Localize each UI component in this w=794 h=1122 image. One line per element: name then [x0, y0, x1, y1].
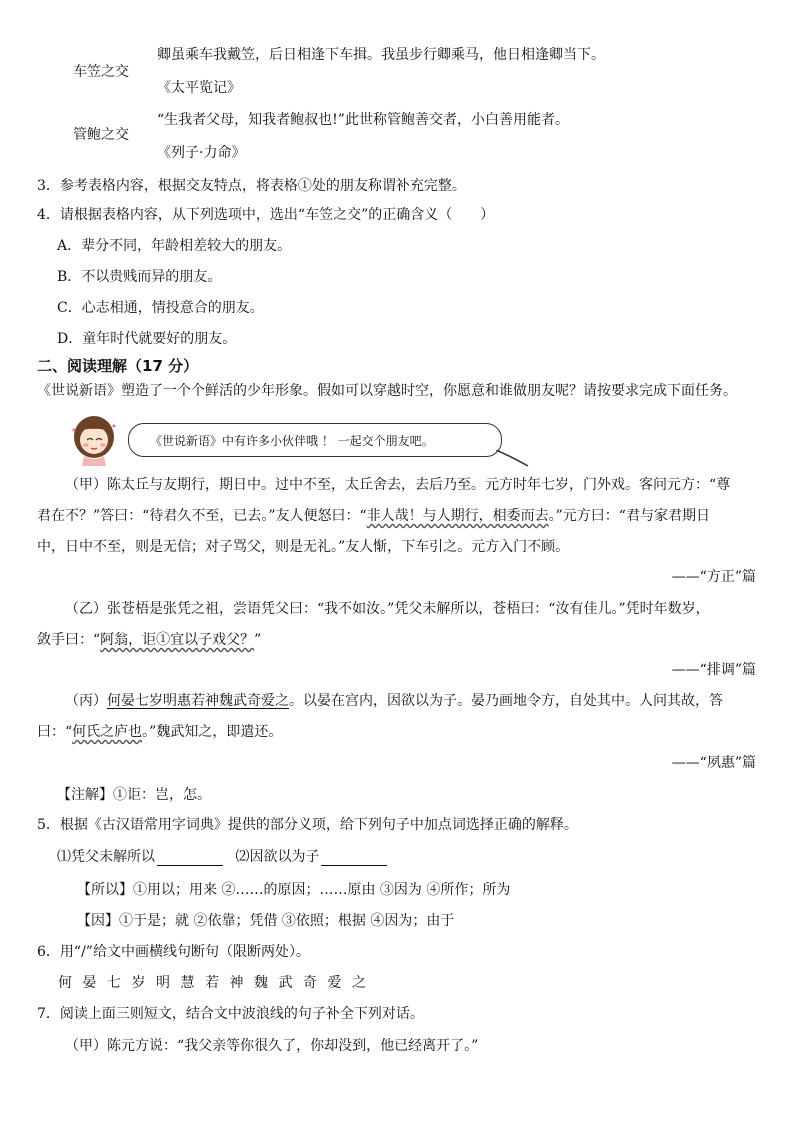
definition-suoyi: 【所以】①用以；用来 ②……的原因；……原由 ③因为 ④所作；所为 [77, 882, 511, 898]
question-5-item1: ⑴凭父未解所以 [57, 849, 155, 865]
char: 魏 [254, 975, 268, 991]
char: 爱 [327, 975, 342, 991]
passage-yi-text: 敛手曰：“ [37, 632, 101, 648]
table-row2-name: 管鲍之交 [73, 127, 129, 143]
question-3: 3．参考表格内容，根据交友特点，将表格①处的朋友称谓补充完整。 [37, 178, 466, 194]
girl-avatar-icon [66, 410, 122, 466]
char: 神 [229, 975, 244, 991]
char: 慧 [180, 975, 195, 991]
passage-bing-text: 。以晏在宫内，因欲以为子。晏乃画地令方，自处其中。人问其故，答 [289, 693, 723, 709]
wavy-sentence-jia: 非人哉！与人期行，相委而去 [366, 508, 549, 524]
section-2-title: 二、阅读理解（17 分） [37, 357, 199, 375]
char: 武 [278, 975, 293, 991]
passage-jia-source: ——“方正”篇 [671, 569, 756, 585]
passage-bing-text: 。”魏武知之，即遣还。 [142, 724, 283, 740]
passage-yi-source: ——“排调”篇 [671, 662, 756, 678]
char: 明 [156, 975, 170, 991]
passage-bing-source: ——“夙惠”篇 [671, 755, 756, 771]
table-row2-quote: “生我者父母，知我者鲍叔也!”此世称管鲍善交者，小白善用能者。 [157, 112, 569, 128]
question-4-option-d[interactable]: D．童年时代就要好的朋友。 [57, 331, 237, 347]
char: 晏 [82, 975, 97, 991]
speech-bubble-tail [496, 450, 530, 468]
question-5-items [57, 849, 387, 866]
sentence-char-row[interactable] [58, 975, 377, 992]
char: 之 [352, 975, 366, 991]
answer-blank-2[interactable] [321, 851, 387, 866]
passage-bing-text: 曰：“ [37, 724, 73, 740]
passage-bing-line2 [37, 724, 282, 741]
wavy-sentence-bing: 何氏之庐也 [72, 724, 143, 740]
char: 岁 [131, 975, 146, 991]
passage-jia-line2 [37, 508, 710, 525]
char: 何 [58, 975, 72, 991]
speech-bubble-text: 《世说新语》中有许多小伙伴哦 ！ 一起交个朋友吧。 [150, 434, 434, 448]
char: 若 [205, 975, 219, 991]
question-7-line1: （甲）陈元方说：“我父亲等你很久了，你却没到，他已经离开了。” [65, 1038, 479, 1054]
char: 奇 [303, 975, 317, 991]
underlined-sentence-bing: 何晏七岁明惠若神魏武奇爱之 [107, 693, 289, 709]
passage-yi-line1: （乙）张苍梧是张凭之祖，尝语凭父曰：“我不如汝。”凭父未解所以，苍梧曰：“汝有佳儿。”凭时年数岁， [65, 601, 710, 617]
question-5-item2: ⑵因欲以为子 [235, 849, 320, 865]
question-7-stem: 7．阅读上面三则短文，结合文中波浪线的句子补全下列对话。 [37, 1006, 424, 1022]
annotation-note: 【注解】①讵：岂，怎。 [57, 787, 211, 803]
question-4-option-a[interactable]: A．辈分不同，年龄相差较大的朋友。 [57, 238, 292, 254]
char: 七 [107, 975, 121, 991]
passage-bing-line1 [65, 693, 723, 710]
passage-jia-text: 君在不？”答曰：“待君久不至，已去。”友人便怒曰：“ [37, 508, 367, 524]
passage-yi-line2 [37, 632, 261, 649]
table-row1-name: 车笠之交 [73, 64, 129, 80]
section-2-intro: 《世说新语》塑造了一个个鲜活的少年形象。假如可以穿越时空，你愿意和谁做朋友呢？请按要求完成下面任务。 [37, 383, 737, 399]
question-5-stem: 5．根据《古汉语常用字词典》提供的部分义项，给下列句子中加点词选择正确的解释。 [37, 817, 578, 833]
table-row1-quote: 卿虽乘车我戴笠，后日相逢下车揖。我虽步行卿乘马，他日相逢卿当下。 [157, 47, 605, 63]
passage-yi-text: ” [254, 632, 262, 648]
answer-blank-1[interactable] [157, 851, 223, 866]
question-6-stem: 6．用“/”给文中画横线句断句（限断两处）。 [37, 944, 310, 960]
table-row1-source: 《太平览记》 [157, 80, 241, 96]
passage-jia-line3: 中，日中不至，则是无信；对子骂父，则是无礼。”友人惭，下车引之。元方入门不顾。 [37, 539, 570, 555]
passage-bing-text: （丙） [65, 693, 107, 709]
question-4-option-b[interactable]: B．不以贵贱而异的朋友。 [57, 269, 222, 285]
passage-jia-line1: （甲）陈太丘与友期行，期日中。过中不至，太丘舍去，去后乃至。元方时年七岁，门外戏。客问元方：“尊 [65, 477, 731, 493]
passage-jia-text: 。”元方曰：“君与家君期日 [548, 508, 710, 524]
wavy-sentence-yi: 阿翁，讵①宜以子戏父？ [100, 632, 255, 648]
definition-yin: 【因】①于是；就 ②依靠；凭借 ③依照；根据 ④因为；由于 [77, 913, 455, 929]
table-row2-source: 《列子·力命》 [157, 145, 246, 161]
question-4-option-c[interactable]: C．心志相通，情投意合的朋友。 [57, 300, 264, 316]
question-4-stem: 4．请根据表格内容，从下列选项中，选出“车笠之交”的正确含义（ ） [37, 207, 495, 223]
